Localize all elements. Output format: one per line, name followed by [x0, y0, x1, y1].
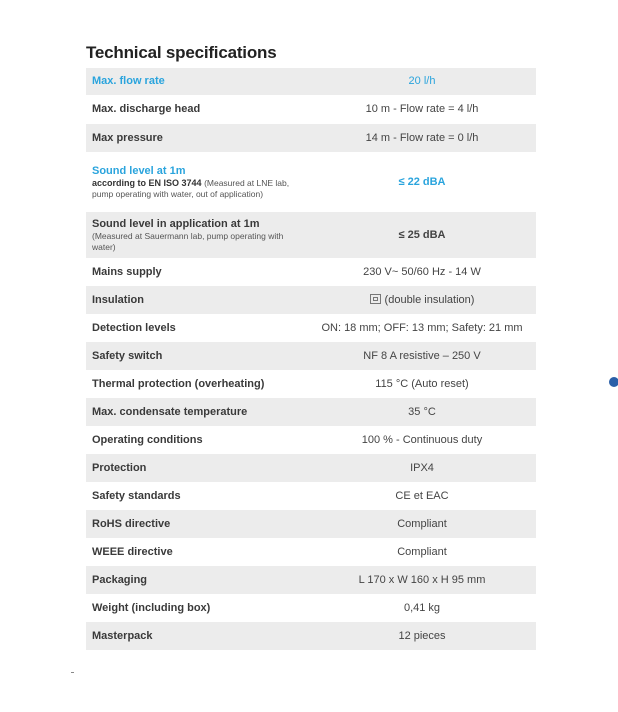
table-row — [86, 124, 536, 152]
row-value — [308, 370, 536, 398]
row-value: 35 °C — [308, 398, 536, 426]
table-row — [86, 95, 536, 124]
row-label: Safety standards — [86, 482, 308, 510]
row-value — [308, 286, 536, 314]
row-label: Max pressure — [86, 124, 308, 152]
insulation-text: (double insulation) — [384, 293, 475, 306]
page-title: Technical specifications — [86, 43, 277, 62]
row-label: Mains supply — [86, 258, 308, 286]
row-label: WEEE directive — [86, 538, 308, 566]
spec-document — [86, 38, 536, 650]
row-label-main: Sound level at 1m — [92, 164, 186, 177]
table-row — [86, 622, 536, 650]
thermal-value-text: 115 °C (Auto reset) — [375, 377, 469, 390]
row-value: L 170 x W 160 x H 95 mm — [308, 566, 536, 594]
row-value: IPX4 — [308, 454, 536, 482]
table-row — [86, 68, 536, 95]
table-row — [86, 342, 536, 370]
row-value: NF 8 A resistive – 250 V — [308, 342, 536, 370]
row-value: 230 V~ 50/60 Hz - 14 W — [308, 258, 536, 286]
double-insulation-icon — [370, 294, 381, 304]
row-value: 10 m - Flow rate = 4 l/h — [308, 95, 536, 124]
row-value: 20 l/h — [308, 68, 536, 95]
mouse-cursor-dot — [609, 377, 618, 387]
row-label-standard: according to EN ISO 3744 — [92, 177, 202, 188]
table-row — [86, 566, 536, 594]
row-value: 14 m - Flow rate = 0 l/h — [308, 124, 536, 152]
table-row — [86, 538, 536, 566]
row-value: 100 % - Continuous duty — [308, 426, 536, 454]
row-value: ≤ 22 dBA — [308, 152, 536, 212]
table-row — [86, 152, 536, 212]
spec-table — [86, 68, 536, 650]
table-row — [86, 314, 536, 342]
table-row — [86, 426, 536, 454]
row-value: CE et EAC — [308, 482, 536, 510]
row-label: Max. discharge head — [86, 95, 308, 124]
table-row — [86, 594, 536, 622]
row-label-note: (Measured at LNE lab, pump operating with water, out of application) — [92, 177, 290, 199]
row-label: Protection — [86, 454, 308, 482]
table-row — [86, 482, 536, 510]
row-label: Packaging — [86, 566, 308, 594]
row-value: 0,41 kg — [308, 594, 536, 622]
table-row — [86, 212, 536, 258]
row-label-note: (Measured at Sauermann lab, pump operating with water) — [92, 230, 284, 252]
row-value: Compliant — [308, 538, 536, 566]
row-label: Masterpack — [86, 622, 308, 650]
table-row — [86, 258, 536, 286]
row-label-main: Sound level in application at 1m — [92, 217, 260, 230]
row-value: ≤ 25 dBA — [308, 212, 536, 258]
row-label: RoHS directive — [86, 510, 308, 538]
row-label — [86, 212, 308, 258]
table-row — [86, 510, 536, 538]
row-value: Compliant — [308, 510, 536, 538]
row-label: Weight (including box) — [86, 594, 308, 622]
row-label: Max. condensate temperature — [86, 398, 308, 426]
table-row — [86, 286, 536, 314]
row-label: Insulation — [86, 286, 308, 314]
row-label — [86, 152, 308, 212]
row-label: Detection levels — [86, 314, 308, 342]
row-value: 12 pieces — [308, 622, 536, 650]
row-value: ON: 18 mm; OFF: 13 mm; Safety: 21 mm — [308, 314, 536, 342]
row-label: Safety switch — [86, 342, 308, 370]
row-label: Operating conditions — [86, 426, 308, 454]
row-label: Max. flow rate — [86, 68, 308, 95]
row-label-sub — [92, 178, 302, 200]
table-row — [86, 398, 536, 426]
row-label: Thermal protection (overheating) — [86, 370, 308, 398]
stray-mark — [71, 672, 74, 673]
table-row — [86, 454, 536, 482]
table-row — [86, 370, 536, 398]
